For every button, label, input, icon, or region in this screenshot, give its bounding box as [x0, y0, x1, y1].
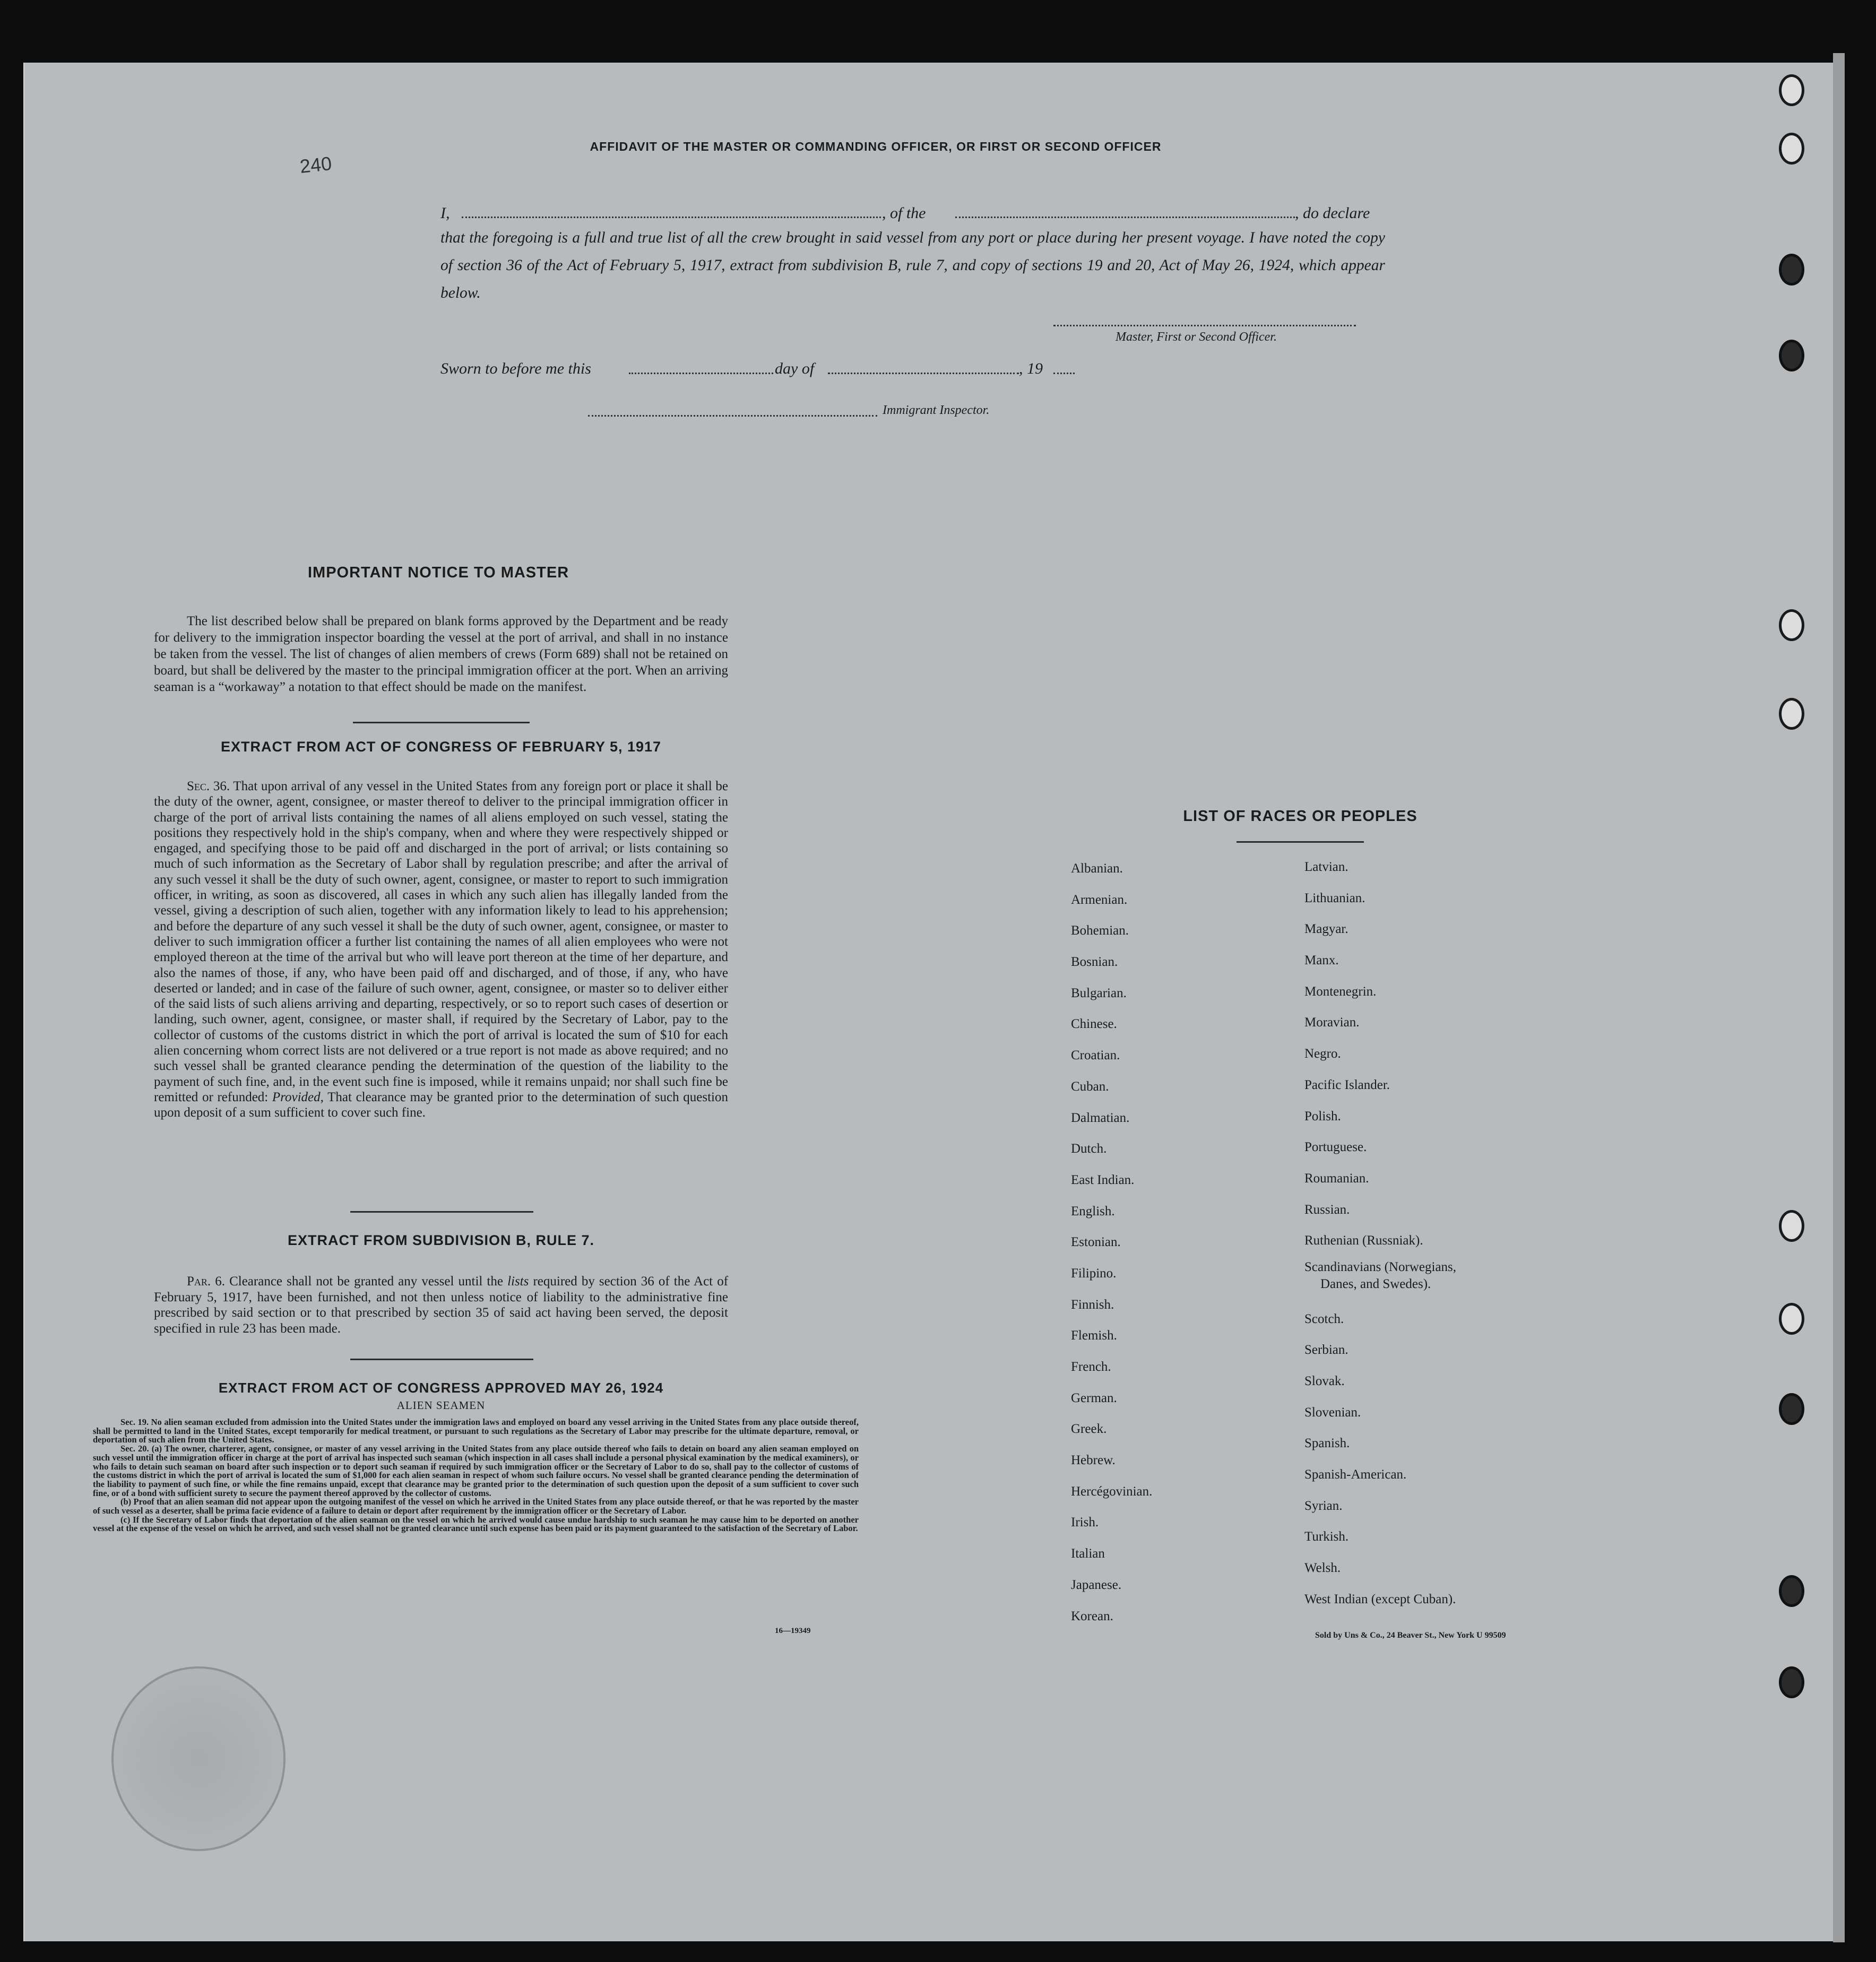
race-item: Korean. — [1071, 1609, 1113, 1623]
race-item: Bulgarian. — [1071, 986, 1127, 1000]
races-title: LIST OF RACES OR PEOPLES — [1183, 808, 1417, 825]
race-item: Montenegrin. — [1304, 984, 1377, 999]
printer-imprint: Sold by Uns & Co., 24 Beaver St., New York U 99509 — [1315, 1631, 1506, 1640]
race-item: Roumanian. — [1304, 1171, 1369, 1186]
extract-1924-title: EXTRACT FROM ACT OF CONGRESS APPROVED MAY 26, 1924 — [218, 1380, 664, 1396]
race-item: Moravian. — [1304, 1015, 1360, 1030]
rule7-body — [154, 1274, 728, 1336]
race-item: English. — [1071, 1204, 1115, 1218]
section-text: That upon arrival of any vessel in the United States from any foreign port or place it shall be the duty of the owner, agent, consignee, or master thereof to deliver to the principal immigration officer in charge of the port of arrival lists containing the names of all aliens employed on such vessel, stating the positions they respectively hold in the ship's company, when and where they were respectively shipped or engaged, and specifying those to be paid off and discharged in the port of arrival; or lists containing so much of such information as the Secretary of Labor shall by regulation prescribe; and after the arrival of any such vessel it shall be the duty of such owner, agent, consignee, or master to report to such immigration officer, in writing, as soon as discovered, all cases in which any such alien has illegally landed from the vessel, giving a description of such alien, together with any information likely to lead to his apprehension; and before the departure of any such vessel it shall be the duty of such owner, agent, consignee, or master to deliver to such immigration officer a further list containing the names of all alien employees who were not employed thereon at the time of the arrival but who will leave port thereon at the time of her departure, and also the names of those, if any, who have been paid off and discharged, and of those, if any, who have deserted or landed; and in case of the failure of such owner, agent, consignee, or master so to deliver either of the said lists of such aliens arriving and departing, respectively, or so to report such cases of desertion or landing, such owner, agent, consignee, or master shall, if required by the Secretary of Labor, pay to the collector of customs of the customs district in which the port of arrival is located the sum of $10 for each alien concerning whom correct lists are not delivered or a true report is not made as above required; and no such vessel shall be granted clearance pending the determination of the question of the liability to the payment of such fine, and, in the event such fine is imposed, while it remains unpaid; nor shall such fine be remitted or refunded: — [154, 779, 729, 1104]
race-item: German. — [1071, 1390, 1117, 1405]
lists-word: lists — [507, 1274, 529, 1289]
affidavit-declare: , do declare — [1295, 204, 1370, 222]
race-item: Danes, and Swedes). — [1320, 1276, 1431, 1291]
races-left-column — [1071, 853, 1152, 1632]
section-20a: Sec. 20. (a) The owner, charterer, agent, consignee, or master of any vessel arriving in the United States from any place outside thereof who fails to detain on board any alien seaman employed on such vessel until the immigration officer in charge at the port of arrival has inspected such seaman (which inspection in all cases shall include a personal physical examination by the medical examiners), or who fails to detain such seaman on board after such inspection or to deport such seaman if required by such immigration officer or the Secretary of Labor to do so, shall pay to the collector of customs of the customs district in which the port of arrival is located the sum of $1,000 for each alien seaman in respect of whom such failure occurs. No vessel shall be granted clearance pending the determination of the liability to payment of such fine, or while the fine remains unpaid, except that clearance may be granted prior to the determination of such question upon the deposit of a sum sufficient to cover such fine, or of a bond with sufficient surety to secure the payment thereof approved by the collector of customs. — [93, 1444, 859, 1498]
race-item: Magyar. — [1304, 922, 1348, 937]
race-item: Estonian. — [1071, 1235, 1121, 1250]
race-item: Slovenian. — [1304, 1405, 1361, 1420]
race-item: Spanish. — [1304, 1436, 1350, 1451]
race-item: Syrian. — [1304, 1498, 1343, 1513]
punch-hole — [1779, 1575, 1804, 1607]
signature-blank[interactable] — [1053, 325, 1356, 326]
sworn-text: Sworn to before me this — [440, 360, 591, 377]
extract-1924-body — [93, 1418, 859, 1533]
race-item: Spanish-American. — [1304, 1467, 1407, 1482]
race-item: Hebrew. — [1071, 1453, 1116, 1468]
punch-hole — [1779, 1303, 1804, 1335]
inspector-label: Immigrant Inspector. — [883, 403, 990, 417]
sworn-day-blank[interactable] — [629, 373, 773, 374]
divider — [353, 722, 530, 723]
punch-hole — [1779, 609, 1804, 641]
rule7-text-b: required by section 36 of the Act of February 5, 1917, have been furnished, and not then unless notice of liability to the administrative fine prescribed by said section or to that prescribed by section 35 of said act having been served, the deposit specified in rule 23 has been made. — [154, 1274, 729, 1336]
punch-hole — [1779, 698, 1804, 730]
race-item: Bohemian. — [1071, 923, 1129, 938]
race-item: Dutch. — [1071, 1142, 1107, 1156]
name-blank[interactable] — [462, 217, 881, 218]
extract-1917-title: EXTRACT FROM ACT OF CONGRESS OF FEBRUARY 5, 1917 — [220, 739, 662, 755]
sworn-month-blank[interactable] — [828, 373, 1019, 374]
race-item: East Indian. — [1071, 1172, 1135, 1187]
race-item: Filipino. — [1071, 1266, 1117, 1281]
affidavit-i: I, — [440, 204, 450, 222]
section-19: Sec. 19. No alien seaman excluded from admission into the United States under the immigration laws and employed on board any vessel arriving in the United States from any place outside thereof, shall be permitted to land in the United States, except temporarily for medical treatment, or pursuant to such regulations as the Secretary of Labor may prescribe for the ultimate departure, removal, or deportation of such alien from the United States. — [93, 1417, 859, 1445]
race-item: Polish. — [1304, 1109, 1341, 1123]
handwritten-page-number: 240 — [298, 152, 333, 178]
race-item: Greek. — [1071, 1422, 1107, 1437]
signature-label: Master, First or Second Officer. — [1116, 330, 1277, 344]
provided-word: Provided, — [272, 1090, 324, 1104]
affidavit-title: AFFIDAVIT OF THE MASTER OR COMMANDING OFFICER, OR FIRST OR SECOND OFFICER — [590, 140, 1162, 153]
race-item: Negro. — [1304, 1047, 1341, 1061]
race-item: Manx. — [1304, 953, 1339, 968]
rule7-text-a: Clearance shall not be granted any vessel until the — [229, 1274, 503, 1289]
form-number: 16—19349 — [775, 1627, 811, 1635]
divider — [350, 1359, 533, 1360]
race-item: Dalmatian. — [1071, 1110, 1130, 1125]
race-item: Chinese. — [1071, 1017, 1117, 1032]
punch-hole — [1779, 254, 1804, 286]
race-item: Ruthenian (Russniak). — [1304, 1233, 1423, 1248]
divider — [350, 1211, 533, 1213]
race-item: Irish. — [1071, 1515, 1099, 1530]
extract-1917-body — [154, 779, 728, 1121]
race-item: Albanian. — [1071, 861, 1123, 876]
punch-hole — [1779, 1210, 1804, 1242]
race-item: Japanese. — [1071, 1577, 1122, 1592]
notice-body: The list described below shall be prepared on blank forms approved by the Department and be ready for delivery to the immigration inspector boarding the vessel at the port of arrival, and shall in no instance be taken from the vessel. The list of changes of alien members of crews (Form 689) shall not be retained on board, but shall be delivered by the master to the principal immigration officer at the port. When an arriving seaman is a “workaway” a notation to that effect should be made on the manifest. — [154, 614, 728, 694]
sworn-year-blank[interactable] — [1053, 373, 1075, 374]
race-item: Bosnian. — [1071, 955, 1118, 970]
race-item: Russian. — [1304, 1202, 1350, 1217]
punch-hole — [1779, 74, 1804, 106]
race-item: Scandinavians (Norwegians, — [1304, 1259, 1457, 1274]
divider — [1237, 841, 1364, 843]
race-item: West Indian (except Cuban). — [1304, 1592, 1456, 1606]
embossed-seal — [111, 1666, 286, 1851]
sworn-day-of: day of — [775, 360, 815, 377]
race-item: Slovak. — [1304, 1374, 1345, 1388]
race-item: Serbian. — [1304, 1343, 1348, 1358]
races-right-column — [1304, 852, 1456, 1615]
rule7-title: EXTRACT FROM SUBDIVISION B, RULE 7. — [287, 1232, 595, 1248]
section-number: Sec. 36. — [187, 779, 230, 793]
race-item: Flemish. — [1071, 1328, 1117, 1343]
punch-hole — [1779, 340, 1804, 371]
race-item: Scotch. — [1304, 1311, 1344, 1326]
race-item: Cuban. — [1071, 1079, 1109, 1094]
punch-hole — [1779, 1393, 1804, 1425]
sworn-year: , 19 — [1019, 360, 1043, 377]
affidavit-body: that the foregoing is a full and true list of all the crew brought in said vessel from any port or place during her present voyage. I have noted the copy of section 36 of the Act of February 5, 1917, extract from subdivision B, rule 7, and copy of sections 19 and 20, Act of May 26, 1924, which appear below. — [440, 229, 1385, 301]
race-item: French. — [1071, 1360, 1111, 1374]
race-item: Welsh. — [1304, 1561, 1341, 1576]
race-item: Pacific Islander. — [1304, 1077, 1390, 1092]
section-20c: (c) If the Secretary of Labor finds that deportation of the alien seaman on the vessel on which he arrived would cause undue hardship to such seaman he may cause him to be deported on another vessel at the expense of the vessel on which he arrived, and such vessel shall not be granted clearance until such expense has been paid or its payment guaranteed to the satisfaction of the Secretary of Labor. — [93, 1514, 859, 1534]
race-item: Finnish. — [1071, 1297, 1114, 1312]
section-20b: (b) Proof that an alien seaman did not appear upon the outgoing manifest of the vessel on which he arrived in the United States from any place outside thereof, or that he was reported by the master of such vessel as a deserter, shall be prima facie evidence of a failure to detain or deport after requirement by the immigration officer or the Secretary of Labor. — [93, 1497, 859, 1516]
race-item: Armenian. — [1071, 892, 1128, 907]
race-item: Turkish. — [1304, 1529, 1349, 1544]
affidavit-of-the: , of the — [882, 204, 926, 222]
race-item: Latvian. — [1304, 860, 1348, 874]
race-item: Croatian. — [1071, 1048, 1120, 1063]
punch-hole — [1779, 133, 1804, 165]
paragraph-number: Par. 6. — [187, 1274, 225, 1289]
race-item: Lithuanian. — [1304, 891, 1365, 905]
race-item: Portuguese. — [1304, 1140, 1367, 1155]
page-edge — [1833, 53, 1845, 1942]
race-item: Hercégovinian. — [1071, 1484, 1153, 1499]
extract-1924-subtitle: ALIEN SEAMEN — [396, 1399, 486, 1412]
vessel-blank[interactable] — [955, 217, 1295, 218]
inspector-blank[interactable] — [588, 415, 877, 417]
section-text-end: That clearance may be granted prior to the determination of such question upon deposit of a sum sufficient to cover such fine. — [154, 1090, 728, 1120]
notice-title: IMPORTANT NOTICE TO MASTER — [308, 564, 569, 581]
punch-hole — [1779, 1666, 1804, 1698]
race-item: Italian — [1071, 1546, 1105, 1561]
